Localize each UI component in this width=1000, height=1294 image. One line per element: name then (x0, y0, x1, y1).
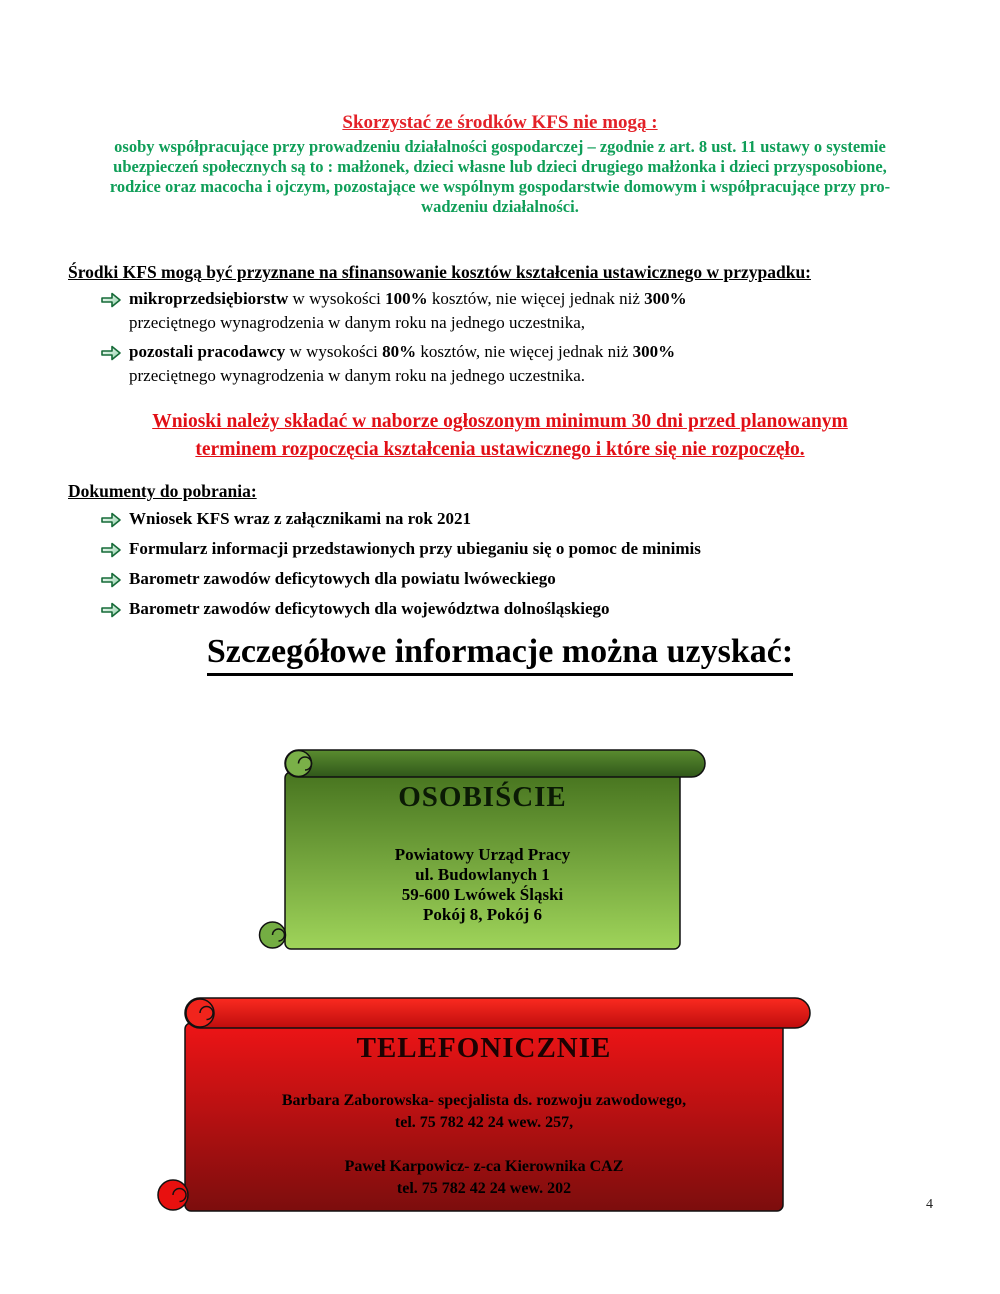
text-line: 59-600 Lwówek Śląski (401, 885, 564, 904)
document-link-label[interactable]: Barometr zawodów deficytowych dla województwa dolnośląskiego (129, 599, 610, 618)
document-link-item[interactable] (100, 536, 945, 564)
documents-heading: Dokumenty do pobrania: (68, 481, 257, 501)
funding-list-item (100, 340, 945, 388)
funding-item-line1: pozostali pracodawcy w wysokości 80% kosztów, nie więcej jednak niż 300% (129, 342, 676, 361)
by-phone-title: TELEFONICZNIE (356, 1032, 612, 1064)
funding-item-line1: mikroprzedsiębiorstw w wysokości 100% kosztów, nie więcej jednak niż 300% (129, 289, 687, 308)
by-phone-contacts (185, 1090, 783, 1200)
text-line: rodzice oraz macocha i ojczym, pozostające we wspólnym gospodarstwie domowym i współpracujące przy pro- (109, 177, 891, 196)
green-arrow-bullet-icon (100, 566, 122, 594)
funding-item-text (129, 287, 687, 335)
documents-list (68, 506, 945, 624)
in-person-title: OSOBIŚCIE (398, 781, 567, 813)
document-link-label[interactable]: Barometr zawodów deficytowych dla powiatu lwóweckiego (129, 569, 556, 588)
by-phone-scroll-banner (148, 993, 818, 1223)
text-line: Wnioski należy składać w naborze ogłoszonym minimum 30 dni przed planowanym (152, 411, 848, 432)
text-line: wadzeniu działalności. (421, 197, 579, 216)
document-link-label[interactable]: Formularz informacji przedstawionych przy ubieganiu się o pomoc de minimis (129, 539, 701, 558)
in-person-scroll-banner (250, 744, 715, 959)
funding-list-item (100, 287, 945, 335)
green-arrow-bullet-icon (100, 506, 122, 534)
text-line: ubezpieczeń społecznych są to : małżonek, dzieci własne lub dzieci drugiego małżonka i dzieci przysposobione, (113, 157, 887, 176)
section-kfs-exclusions (0, 112, 1000, 217)
in-person-address (285, 845, 680, 925)
funding-heading: Środki KFS mogą być przyznane na sfinansowanie kosztów kształcenia ustawicznego w przypadku: (68, 262, 811, 282)
in-person-content (285, 744, 680, 925)
exclusions-paragraph (0, 137, 1000, 217)
details-heading: Szczegółowe informacje można uzyskać: (207, 633, 793, 676)
document-link-item[interactable] (100, 506, 945, 534)
green-arrow-bullet-icon (100, 340, 122, 367)
green-arrow-bullet-icon (100, 536, 122, 564)
page-number: 4 (926, 1197, 933, 1212)
document-link-item[interactable] (100, 596, 945, 624)
text-line: tel. 75 782 42 24 wew. 257, (394, 1114, 574, 1131)
text-line: terminem rozpoczęcia kształcenia ustawicznego i które się nie rozpoczęło. (195, 439, 805, 460)
funding-item-text (129, 340, 675, 388)
document-link-label[interactable]: Wniosek KFS wraz z załącznikami na rok 2021 (129, 509, 472, 528)
details-heading-wrap (0, 633, 1000, 676)
section-documents (68, 481, 945, 626)
document-link-item[interactable] (100, 566, 945, 594)
green-arrow-bullet-icon (100, 287, 122, 314)
green-arrow-bullet-icon (100, 596, 122, 624)
funding-item-line2: przeciętnego wynagrodzenia w danym roku na jednego uczestnika, (129, 313, 585, 332)
text-line: Barbara Zaborowska- specjalista ds. rozwoju zawodowego, (281, 1092, 687, 1109)
text-line: ul. Budowlanych 1 (415, 865, 550, 884)
funding-list (68, 287, 945, 388)
by-phone-content (185, 993, 783, 1200)
text-line: Paweł Karpowicz- z-ca Kierownika CAZ (344, 1158, 624, 1175)
text-line (185, 1134, 783, 1156)
text-line: Powiatowy Urząd Pracy (394, 845, 571, 864)
section-funding-rules (68, 262, 945, 393)
funding-item-line2: przeciętnego wynagrodzenia w danym roku na jednego uczestnika. (129, 366, 585, 385)
text-line: Pokój 8, Pokój 6 (423, 905, 542, 924)
exclusions-heading: Skorzystać ze środków KFS nie mogą : (342, 112, 658, 133)
deadline-notice (0, 408, 1000, 464)
text-line: osoby współpracujące przy prowadzeniu działalności gospodarczej – zgodnie z art. 8 ust. 11 ustawy o systemie (114, 137, 886, 156)
text-line: tel. 75 782 42 24 wew. 202 (396, 1180, 572, 1197)
